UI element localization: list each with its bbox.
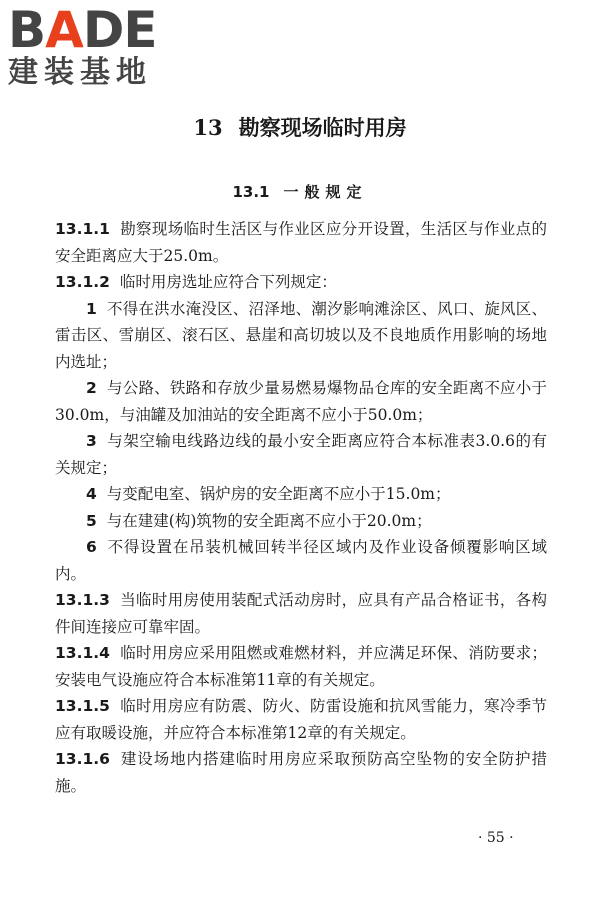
item-text: 与在建建(构)筑物的安全距离不应小于20.0m； — [106, 511, 432, 530]
item-number: 6 — [86, 538, 97, 556]
logo-letter-a: A — [45, 1, 83, 59]
clause-13-1-4 — [55, 640, 547, 693]
document-body — [55, 216, 547, 799]
clause-13-1-5 — [55, 693, 547, 746]
page-number: · 55 · — [478, 830, 514, 846]
clause-13-1-2 — [55, 269, 547, 296]
item-text: 与变配电室、锅炉房的安全距离不应小于15.0m； — [106, 485, 451, 503]
clause-number: 13.1.5 — [55, 697, 110, 715]
item-number: 3 — [86, 432, 97, 450]
section-heading — [0, 181, 600, 202]
logo-wordmark — [8, 1, 157, 59]
clause-number: 13.1.6 — [55, 750, 110, 768]
section-title: 一般规定 — [283, 183, 368, 201]
item-number: 5 — [86, 511, 97, 530]
logo-letter-b: B — [8, 1, 46, 59]
item-number: 1 — [86, 299, 97, 318]
clause-number: 13.1.4 — [55, 644, 110, 662]
bade-logo — [8, 1, 157, 90]
item-number: 2 — [86, 379, 97, 397]
clause-text: 建设场地内搭建临时用房应采取预防高空坠物的安全防护措施。 — [55, 750, 547, 795]
list-item-2 — [55, 375, 547, 428]
clause-text: 临时用房应采用阻燃或难燃材料，并应满足环保、消防要求；安装电气设施应符合本标准第11章的有关规定。 — [55, 644, 547, 689]
chapter-number: 13 — [193, 115, 223, 140]
clause-number: 13.1.3 — [55, 591, 110, 609]
list-item-3 — [55, 428, 547, 481]
clause-text: 勘察现场临时生活区与作业区应分开设置，生活区与作业点的安全距离应大于25.0m。 — [55, 220, 547, 265]
clause-13-1-1 — [55, 216, 547, 269]
section-number: 13.1 — [232, 183, 270, 201]
list-item-5 — [55, 508, 547, 535]
logo-subtitle: 建装基地 — [8, 55, 152, 90]
clause-number: 13.1.2 — [55, 273, 110, 291]
clause-13-1-6 — [55, 746, 547, 799]
clause-number: 13.1.1 — [55, 220, 110, 238]
list-item-4 — [55, 481, 547, 508]
item-number: 4 — [86, 485, 97, 503]
list-item-1 — [55, 296, 547, 376]
list-item-6 — [55, 534, 547, 587]
chapter-heading — [0, 112, 600, 142]
item-text: 不得在洪水淹没区、沼泽地、潮汐影响滩涂区、风口、旋风区、雷击区、雪崩区、滚石区、悬崖和高切坡以及不良地质作用影响的场地内选址； — [55, 299, 547, 371]
clause-13-1-3 — [55, 587, 547, 640]
item-text: 不得设置在吊装机械回转半径区域内及作业设备倾覆影响区域内。 — [55, 538, 547, 583]
clause-text: 临时用房选址应符合下列规定： — [119, 273, 337, 291]
clause-text: 当临时用房使用装配式活动房时，应具有产品合格证书，各构件间连接应可靠牢固。 — [55, 591, 547, 636]
clause-text: 临时用房应有防震、防火、防雷设施和抗风雪能力，寒冷季节应有取暖设施，并应符合本标准第12章的有关规定。 — [55, 697, 547, 742]
logo-letters-de: DE — [82, 1, 157, 59]
chapter-title: 勘察现场临时用房 — [238, 115, 407, 140]
item-text: 与架空输电线路边线的最小安全距离应符合本标准表3.0.6的有关规定； — [55, 432, 547, 477]
item-text: 与公路、铁路和存放少量易燃易爆物品仓库的安全距离不应小于30.0m，与油罐及加油站的安全距离不应小于50.0m； — [55, 379, 547, 424]
